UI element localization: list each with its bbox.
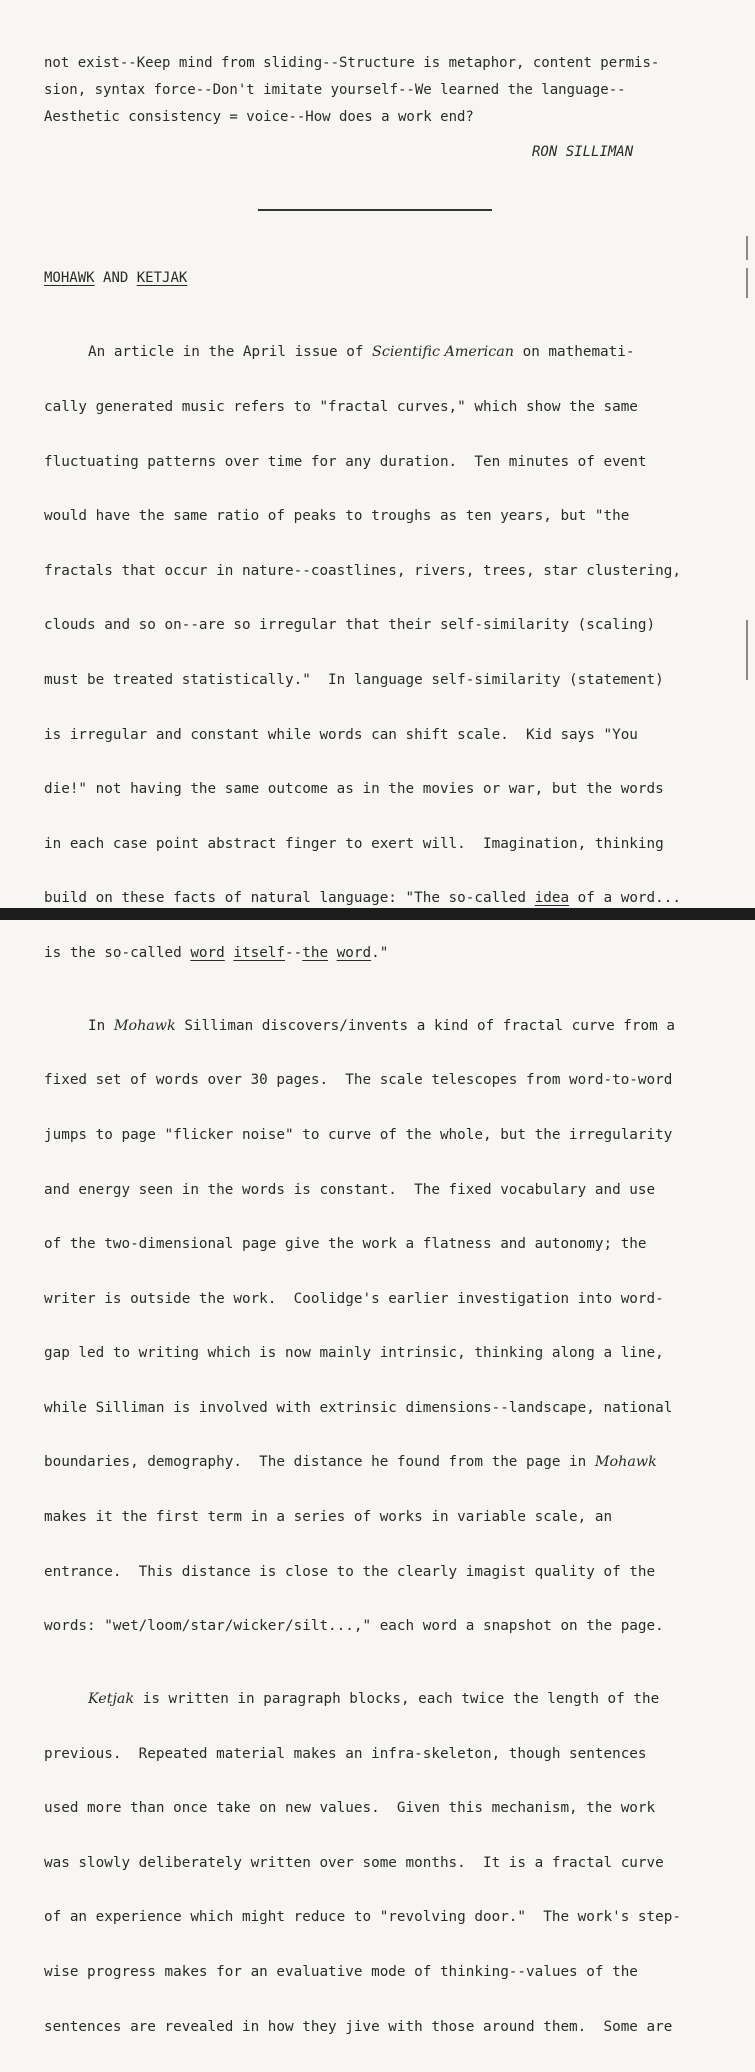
heading-word: KETJAK bbox=[136, 270, 188, 286]
text-line: while Silliman is involved with extrinsic dimensions--landscape, national bbox=[44, 1399, 673, 1416]
heading-word: AND bbox=[103, 270, 129, 286]
text-run: build on these facts of natural language: "The so-called bbox=[44, 890, 535, 907]
text-run: on mathemati- bbox=[513, 344, 635, 361]
text-line: in each case point abstract finger to exert will. Imagination, thinking bbox=[44, 835, 664, 852]
text-line: fractals that occur in nature--coastlines, rivers, trees, star clustering, bbox=[44, 562, 681, 579]
text-line: must be treated statistically." In language self-similarity (statement) bbox=[44, 671, 664, 688]
underlined-word: word bbox=[336, 944, 372, 961]
text-line: clouds and so on--are so irregular that their self-similarity (scaling) bbox=[44, 617, 656, 634]
italic-title: Ketjak bbox=[88, 1691, 135, 1708]
text-line: entrance. This distance is close to the clearly imagist quality of the bbox=[44, 1563, 656, 1580]
text-run: -- bbox=[285, 944, 303, 961]
text-run: An article in the April issue of bbox=[88, 344, 373, 361]
section-divider bbox=[258, 209, 492, 211]
text-run: is the so-called bbox=[44, 944, 191, 961]
text-line: not exist--Keep mind from sliding--Structure is metaphor, content permis- bbox=[44, 55, 660, 71]
text-line bbox=[44, 1453, 681, 1471]
scan-margin-mark bbox=[746, 236, 748, 260]
author-signature: RON SILLIMAN bbox=[532, 144, 634, 160]
scan-margin-mark bbox=[746, 620, 748, 680]
text-run: ." bbox=[371, 944, 389, 961]
text-line: Aesthetic consistency = voice--How does a work end? bbox=[44, 109, 474, 125]
text-line: and energy seen in the words is constant. The fixed vocabulary and use bbox=[44, 1181, 656, 1198]
text-line: fixed set of words over 30 pages. The scale telescopes from word-to-word bbox=[44, 1072, 673, 1089]
text-run: of a word... bbox=[569, 890, 681, 907]
underlined-word: idea bbox=[534, 890, 570, 907]
text-line: used more than once take on new values. Given this mechanism, the work bbox=[44, 1800, 656, 1817]
text-line: cally generated music refers to "fractal curves," which show the same bbox=[44, 399, 638, 415]
underlined-word: itself bbox=[233, 944, 286, 961]
text-line: of the two-dimensional page give the work a flatness and autonomy; the bbox=[44, 1236, 647, 1253]
previous-article-ending bbox=[44, 50, 659, 131]
text-line: jumps to page "flicker noise" to curve of the whole, but the irregularity bbox=[44, 1126, 673, 1143]
text-run: is written in paragraph blocks, each twice the length of the bbox=[134, 1691, 660, 1708]
scan-bottom-edge bbox=[0, 908, 755, 920]
text-line: gap led to writing which is now mainly intrinsic, thinking along a line, bbox=[44, 1345, 664, 1362]
text-run: Silliman discovers/invents a kind of fractal curve from a bbox=[175, 1017, 675, 1034]
text-run bbox=[328, 945, 337, 961]
text-line: of an experience which might reduce to "revolving door." The work's step- bbox=[44, 1909, 681, 1926]
text-line: die!" not having the same outcome as in the movies or war, but the words bbox=[44, 781, 664, 798]
text-line bbox=[44, 1017, 681, 1035]
underlined-word: word bbox=[190, 944, 225, 961]
text-line: previous. Repeated material makes an infra-skeleton, though sentences bbox=[44, 1745, 647, 1762]
text-line: fluctuating patterns over time for any duration. Ten minutes of event bbox=[44, 453, 647, 470]
underlined-word: the bbox=[302, 944, 329, 961]
text-line: is irregular and constant while words can shift scale. Kid says "You bbox=[44, 726, 638, 743]
text-line: makes it the first term in a series of works in variable scale, an bbox=[44, 1509, 613, 1526]
section-heading bbox=[44, 270, 187, 286]
text-line bbox=[44, 889, 681, 907]
italic-title: Mohawk bbox=[594, 1454, 657, 1471]
text-line: sentences are revealed in how they jive with those around them. Some are bbox=[44, 2018, 673, 2035]
text-line: sion, syntax force--Don't imitate yourself--We learned the language-- bbox=[44, 82, 626, 98]
text-line bbox=[44, 1690, 681, 1708]
text-run: In bbox=[88, 1017, 114, 1034]
text-line: words: "wet/loom/star/wicker/silt...," each word a snapshot on the page. bbox=[44, 1618, 664, 1635]
article-body bbox=[44, 307, 681, 2072]
text-line: would have the same ratio of peaks to troughs as ten years, but "the bbox=[44, 508, 630, 525]
text-run: boundaries, demography. The distance he found from the page in bbox=[44, 1454, 595, 1471]
scan-margin-mark bbox=[746, 268, 748, 298]
text-line: was slowly deliberately written over some months. It is a fractal curve bbox=[44, 1854, 664, 1871]
text-line: writer is outside the work. Coolidge's earlier investigation into word- bbox=[44, 1290, 664, 1307]
italic-title: Mohawk bbox=[113, 1017, 176, 1034]
text-line bbox=[44, 343, 681, 361]
heading-word: MOHAWK bbox=[44, 270, 95, 286]
text-line bbox=[44, 944, 681, 962]
italic-title: Scientific American bbox=[372, 344, 514, 361]
text-line: wise progress makes for an evaluative mode of thinking--values of the bbox=[44, 1964, 638, 1981]
